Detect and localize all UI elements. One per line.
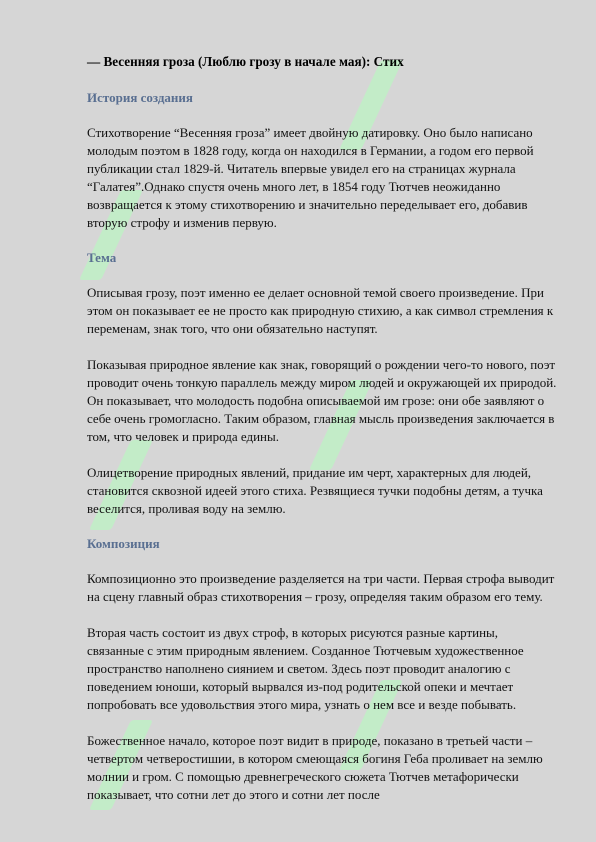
- section-heading: Композиция: [87, 536, 160, 551]
- paragraph: Олицетворение природных явлений, придание им черт, характерных для людей, становится сквозной идеей этого стиха. Резвящиеся тучки подобны детям, а тучка веселится, проливая воду на землю.: [87, 465, 543, 516]
- section-heading: История создания: [87, 90, 193, 105]
- section-history: [87, 90, 557, 232]
- section-theme: [87, 250, 557, 518]
- section-composition: [87, 536, 557, 804]
- section-heading: Тема: [87, 250, 117, 265]
- document-content: [87, 54, 557, 822]
- paragraph: Композиционно это произведение разделяется на три части. Первая строфа выводит на сцену главный образ стихотворения – грозу, определяя таким образом его тему.: [87, 571, 555, 604]
- paragraph: Стихотворение “Весенняя гроза” имеет двойную датировку. Оно было написано молодым поэтом в 1828 году, когда он находился в Германии, а годом его первой публикации стал 1829-й. Читатель впервые увидел его на страницах журнала “Галатея”.Однако спустя очень много лет, в 1854 году Тютчев неожиданно возвращается к этому стихотворению и значительно переделывает его, добавив вторую строфу и изменив первую.: [87, 125, 534, 230]
- paragraph: Вторая часть состоит из двух строф, в которых рисуются разные картины, связанные с этим природным явлением. Созданное Тютчевым художественное пространство наполнено сиянием и светом. Здесь поэт проводит аналогию с поведением юноши, который вырвался из-под родительской опеки и мечтает попробовать все удовольствия этого мира, узнать о нем все и везде побывать.: [87, 625, 524, 712]
- document-title: — Весенняя гроза (Люблю грозу в начале мая): Стих: [87, 54, 404, 69]
- paragraph: Божественное начало, которое поэт видит в природе, показано в третьей части – четвертом четверостишии, в котором смеющаяся богиня Геба проливает на землю молнии и гром. С помощью древнегреческого сюжета Тютчев метафорически показывает, что сотни лет до этого и сотни лет после: [87, 733, 543, 802]
- paragraph: Описывая грозу, поэт именно ее делает основной темой своего произведение. При этом он показывает ее не просто как природную стихию, а как символ стремления к переменам, знак того, что они обязательно наступят.: [87, 285, 554, 336]
- paragraph: Показывая природное явление как знак, говорящий о рождении чего-то нового, поэт проводит очень тонкую параллель между миром людей и окружающей их природой. Он показывает, что молодость подобна описываемой им грозе: они обе заявляют о себе очень громогласно. Таким образом, главная мысль произведения заключается в том, что человек и природа едины.: [87, 357, 557, 444]
